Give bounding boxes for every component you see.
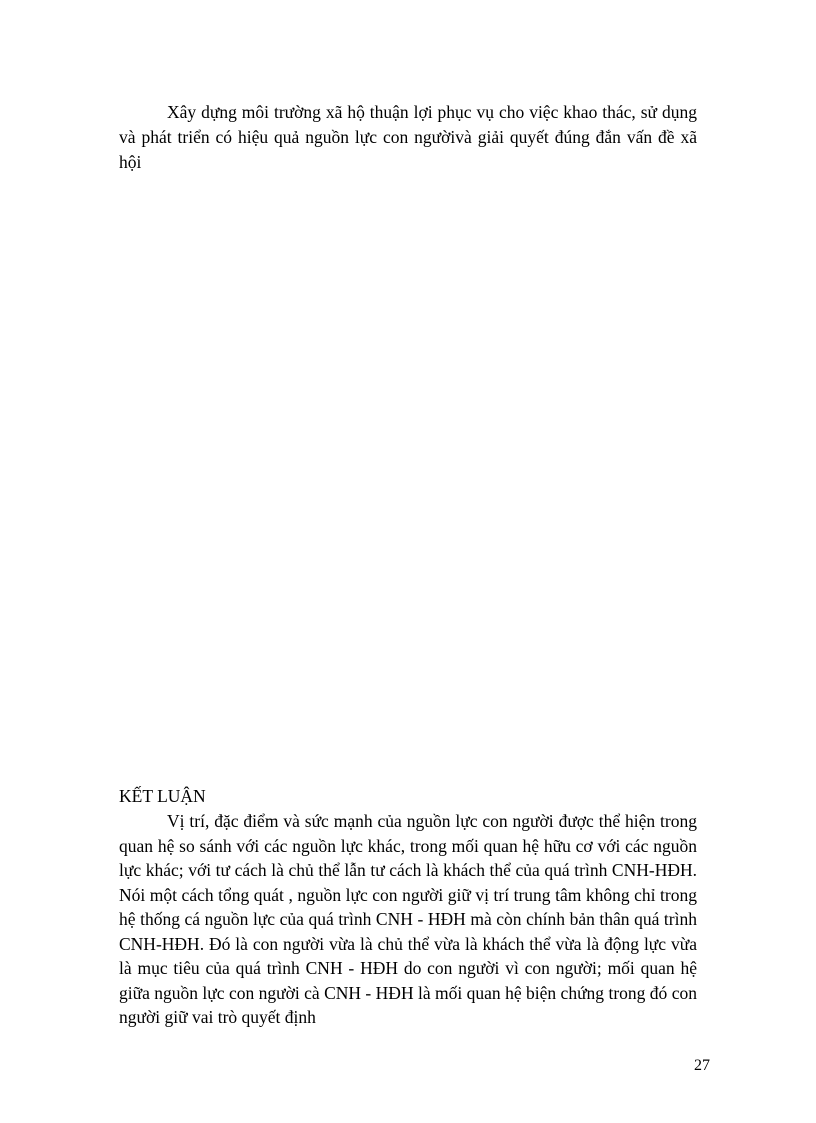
- intro-paragraph: Xây dựng môi trường xã hộ thuận lợi phục vụ cho việc khao thác, sử dụng và phát triển có hiệu quả nguồn lực con ngườivà giải quyết đúng đắn vấn đề xã hội: [119, 102, 697, 172]
- page-number: 27: [694, 1057, 710, 1074]
- conclusion-heading: KẾT LUẬN: [119, 786, 206, 806]
- conclusion-paragraph: Vị trí, đặc điểm và sức mạnh của nguồn lực con người được thể hiện trong quan hệ so sánh với các nguồn lực khác, trong mối quan hệ hữu cơ với các nguồn lực khác; với tư cách là chủ thể lẫn tư cách là khách thể của quá trình CNH-HĐH. Nói một cách tổng quát , nguồn lực con người giữ vị trí trung tâm không chỉ trong hệ thống cá nguồn lực của quá trình CNH - HĐH mà còn chính bản thân quá trình CNH-HĐH. Đó là con người vừa là chủ thể vừa là khách thể vừa là động lực vừa là mục tiêu của quá trình CNH - HĐH do con người vì con người; mối quan hệ giữa nguồn lực con người cà CNH - HĐH là mối quan hệ biện chứng trong đó con người giữ vai trò quyết định: [119, 811, 697, 1027]
